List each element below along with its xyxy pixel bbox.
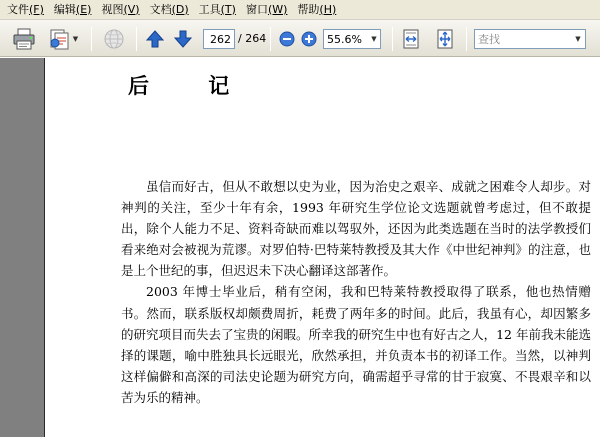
- zoom-dropdown-icon[interactable]: ▼: [371, 35, 377, 43]
- menu-tools[interactable]: [194, 1, 241, 19]
- menu-edit-key: (E): [75, 2, 92, 16]
- menu-tools-key: (T): [220, 2, 236, 16]
- toolbar-separator: [270, 27, 271, 51]
- print-button[interactable]: [10, 27, 38, 51]
- toolbar-separator: [392, 27, 393, 51]
- menu-bar: [0, 0, 600, 20]
- fit-page-button[interactable]: [434, 27, 456, 51]
- document-viewer[interactable]: [0, 58, 600, 437]
- globe-button[interactable]: [100, 27, 128, 51]
- paragraph: 虽信而好古，但从不敢想以史为业，因为治史之艰辛、成就之困难令人却步。对神判的关注，至少十年有余，1993 年研究生学位论文选题就曾考虑过，但不敢提出，除个人能力不足、资料奇缺而难以驾驭外，还因为此类选题在当时的法学教授们看来绝对会被视为荒谬。对罗伯特·巴特莱特教授及其大作《中世纪神判》的注意，也是上个世纪的事，但迟迟未下决心翻译这部著作。: [121, 179, 591, 279]
- zoom-in-button[interactable]: [300, 27, 318, 51]
- prev-page-arrow-icon: [145, 29, 165, 49]
- menu-file-label: 文件: [7, 2, 29, 16]
- zoom-out-icon: [279, 31, 295, 47]
- menu-help-label: 帮助: [297, 2, 320, 16]
- search-combo[interactable]: [474, 29, 586, 49]
- toolbar-separator: [466, 27, 467, 51]
- menu-file[interactable]: [2, 1, 49, 19]
- toolbar-separator: [91, 27, 92, 51]
- menu-document-label: 文档: [149, 2, 172, 16]
- menu-edit[interactable]: [49, 1, 97, 19]
- search-input[interactable]: [475, 30, 571, 48]
- zoom-input[interactable]: [324, 30, 368, 48]
- document-page: [46, 58, 600, 437]
- menu-view-key: (V): [123, 2, 140, 16]
- menu-window-label: 窗口: [245, 2, 268, 16]
- page-body: [121, 176, 591, 408]
- menu-document-key: (D): [171, 2, 189, 16]
- menu-help-key: (H): [319, 2, 337, 16]
- toolbar-separator: [136, 27, 137, 51]
- menu-edit-label: 编辑: [53, 2, 76, 16]
- fit-page-icon: [436, 29, 454, 49]
- search-dropdown-icon[interactable]: ▼: [575, 35, 581, 43]
- zoom-out-button[interactable]: [278, 27, 296, 51]
- page-setup-button[interactable]: [45, 27, 81, 51]
- page-total: / 264: [238, 32, 267, 45]
- menu-file-key: (F): [29, 2, 44, 16]
- page-setup-caret-icon: ▼: [72, 35, 79, 43]
- next-page-arrow-icon: [173, 29, 193, 49]
- page-title: 后 记: [128, 73, 256, 98]
- printer-icon: [12, 28, 36, 50]
- next-page-button[interactable]: [172, 27, 194, 51]
- menu-view[interactable]: [96, 1, 144, 19]
- zoom-in-icon: [301, 31, 317, 47]
- fit-width-button[interactable]: [400, 27, 422, 51]
- prev-page-button[interactable]: [144, 27, 166, 51]
- menu-window[interactable]: [241, 1, 292, 19]
- menu-view-label: 视图: [101, 2, 124, 16]
- menu-window-key: (W): [267, 2, 288, 16]
- globe-icon: [102, 28, 126, 50]
- menu-tools-label: 工具: [198, 2, 221, 16]
- page-setup-icon: [48, 28, 72, 50]
- paragraph: 2003 年博士毕业后，稍有空闲，我和巴特莱特教授取得了联系，他也热情赠书。然而，联系版权却颇费周折，耗费了两年多的时间。此后，我虽有心，却因繁多的研究项目而失去了宝贵的闲暇。所幸我的研究生中也有好古之人，12 年前我未能选择的课题，喻中胜独具长远眼光，欣然承担，并负责本书的初译工作。当然，以神判这样偏僻和高深的司法史论题为研究方向，确需超乎寻常的甘于寂寞、不畏艰辛和以苦为乐的精神。: [121, 284, 591, 405]
- fit-width-icon: [402, 29, 420, 49]
- zoom-select[interactable]: [323, 29, 381, 49]
- navigation-pane-strip[interactable]: [0, 58, 45, 437]
- menu-help[interactable]: [292, 1, 341, 19]
- toolbar: [0, 20, 600, 57]
- page-number-input[interactable]: [203, 29, 235, 49]
- menu-document[interactable]: [145, 1, 194, 19]
